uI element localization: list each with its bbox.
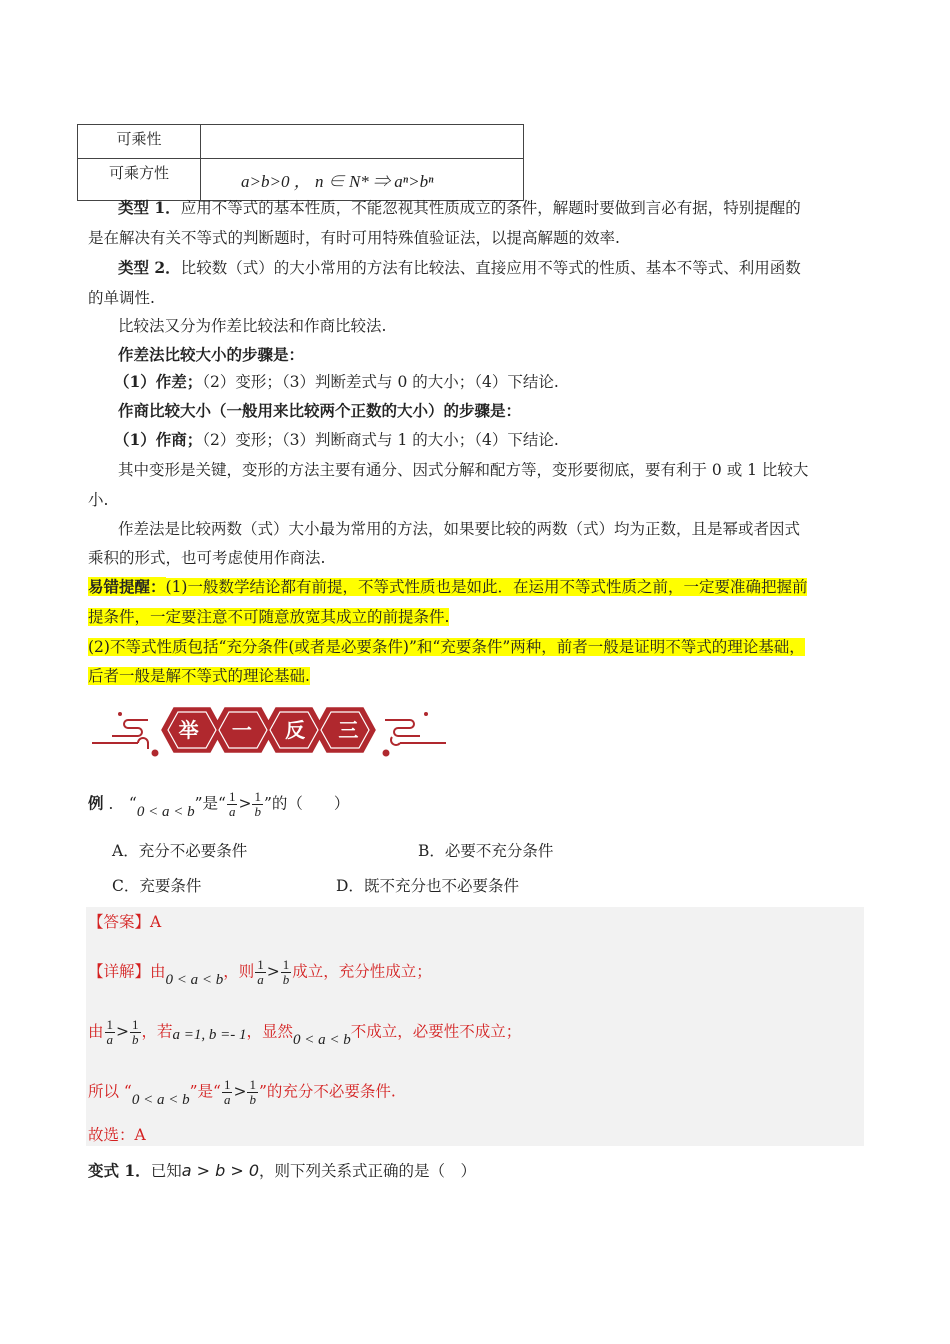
detail-text: ，显然 — [246, 1022, 294, 1041]
detail-text: 由 — [88, 1022, 104, 1041]
type1-line2: 是在解决有关不等式的判断题时，有时可用特殊值验证法，以提高解题的效率. — [88, 229, 620, 247]
variant1-math: a > b > 0 — [181, 1161, 259, 1180]
key-paragraph: 其中变形是关键，变形的方法主要有通分、因式分解和配方等，变形要彻底，要有利于 0 或 1 比较大 — [118, 461, 809, 479]
option-key: B． — [418, 842, 445, 860]
values-math: a =1, b =- 1 — [172, 1026, 247, 1043]
type2-label: 类型 2． — [118, 258, 181, 277]
type1-paragraph — [118, 197, 801, 219]
warning-text: (2)不等式性质包括“充分条件(或者是必要条件)”和“充要条件”两种，前者一般是证明不等式的理论基础， — [88, 638, 805, 656]
key-paragraph-line2: 小. — [88, 491, 109, 509]
variant1-label: 变式 1． — [88, 1161, 151, 1180]
warning-label: 易错提醒： — [88, 577, 166, 596]
banner-chars — [162, 702, 375, 758]
banner-char: 反 — [285, 718, 306, 742]
condition-math: 0 < a < b — [131, 1091, 190, 1108]
fraction-1-over-b: $\frac{1}{b}$ — [249, 1077, 256, 1107]
banner-char: 三 — [338, 718, 359, 742]
table-cell-label: 可乘方性 — [78, 159, 201, 201]
option-key: A． — [112, 842, 139, 860]
warning-text: 后者一般是解不等式的理论基础. — [88, 667, 310, 685]
quote-open: “ — [128, 794, 137, 813]
type1-text: 应用不等式的基本性质，不能忽视其性质成立的条件，解题时要做到言必有据，特别提醒的 — [180, 199, 801, 217]
option-text: 充要条件 — [139, 877, 202, 895]
inequality-properties-table — [77, 124, 524, 201]
quot-step1: （1）作商； — [114, 430, 203, 449]
type2-line2: 的单调性. — [88, 289, 155, 307]
compare-intro: 比较法又分为作差比较法和作商比较法. — [118, 317, 387, 335]
fraction-1-over-b: $\frac{1}{b}$ — [282, 957, 290, 987]
quot-steps-rest: （2）变形；（3）判断商式与 1 的大小；（4）下结论. — [202, 431, 559, 449]
option-text: 既不充分也不必要条件 — [363, 877, 519, 895]
option-key: D． — [336, 877, 364, 895]
example-label: 例 — [88, 793, 104, 813]
usage-paragraph-line2: 乘积的形式，也可考虑使用作商法. — [88, 549, 326, 567]
type2-text: 比较数（式）的大小常用的方法有比较法、直接应用不等式的性质、基本不等式、利用函数 — [180, 259, 801, 277]
left-cloud-icon — [92, 720, 148, 749]
diff-steps-rest: （2）变形；（3）判断差式与 0 的大小；（4）下结论. — [202, 373, 559, 391]
banner-char: 举 — [178, 718, 199, 742]
option-key: C． — [112, 877, 140, 895]
detail-text: ，若 — [141, 1022, 173, 1041]
warning-line3 — [88, 636, 805, 658]
diff-step1: （1）作差； — [114, 372, 203, 391]
warning-line1 — [88, 576, 807, 598]
variant1-text: 已知 — [150, 1162, 182, 1180]
table-row — [78, 159, 524, 201]
diff-method-heading: 作差法比较大小的步骤是： — [118, 345, 305, 364]
detail-label: 【详解】 — [88, 962, 151, 981]
fraction-1-over-a: $\frac{1}{a}$ — [106, 1017, 114, 1047]
detail-text: 成立，充分性成立； — [292, 962, 432, 981]
variant1-question — [88, 1160, 476, 1182]
detail-text: ”的充分不必要条件. — [258, 1082, 396, 1101]
warning-text: 提条件，一定要注意不可随意放宽其成立的前提条件. — [88, 608, 450, 626]
example-dot: ． — [108, 794, 124, 813]
warning-line2 — [88, 606, 449, 628]
example-question — [88, 790, 349, 819]
variant1-text: ，则下列关系式正确的是（ ） — [259, 1162, 477, 1180]
quote-joiner: ”是“ — [194, 794, 226, 813]
warning-text: (1)一般数学结论都有前提，不等式性质也是如此．在运用不等式性质之前，一定要准确把握前 — [165, 578, 808, 596]
option-b[interactable] — [418, 840, 553, 862]
gt-sign: > — [266, 962, 280, 981]
condition-math: 0 < a < b — [293, 1031, 351, 1048]
condition-math: 0 < a < b — [165, 971, 224, 988]
type1-label: 类型 1． — [118, 198, 181, 217]
fraction-1-over-b: $\frac{1}{b}$ — [254, 789, 261, 819]
detail-line2 — [88, 1018, 521, 1047]
fraction-1-over-a: $\frac{1}{a}$ — [223, 1077, 231, 1107]
detail-line3 — [88, 1078, 396, 1107]
option-d[interactable] — [336, 875, 519, 897]
detail-text: ，则 — [223, 962, 255, 981]
gt-sign: > — [233, 1082, 247, 1101]
gt-sign: > — [116, 1022, 130, 1041]
detail-text: ”是“ — [189, 1082, 221, 1101]
table-row — [78, 125, 524, 159]
option-text: 充分不必要条件 — [138, 842, 248, 860]
detail-line1 — [88, 958, 432, 987]
answer-label: 【答案】A — [88, 913, 162, 931]
table-cell-label: 可乘性 — [78, 125, 201, 159]
option-text: 必要不充分条件 — [444, 842, 554, 860]
fraction-1-over-a: $\frac{1}{a}$ — [228, 789, 236, 819]
condition-math: 0 < a < b — [136, 803, 195, 820]
fraction-1-over-a: $\frac{1}{a}$ — [257, 957, 264, 987]
option-c[interactable] — [112, 875, 201, 897]
detail-text: 不成立，必要性不成立； — [350, 1022, 522, 1041]
quot-method-steps — [114, 429, 559, 451]
table-cell-value: a>b>0 ， n ∈ N* ⇒ aⁿ>bⁿ — [201, 159, 524, 201]
gt-sign: > — [238, 794, 252, 813]
detail-text: 所以 “ — [88, 1082, 132, 1101]
usage-paragraph: 作差法是比较两数（式）大小最为常用的方法，如果要比较的两数（式）均为正数，且是幂或者因式 — [118, 520, 801, 538]
diff-method-steps — [114, 371, 559, 393]
right-cloud-icon — [385, 720, 446, 745]
detail-text: 由 — [150, 962, 166, 981]
quote-close: ”的（ ） — [263, 794, 350, 813]
banner-char: 一 — [231, 718, 252, 742]
section-banner — [90, 702, 450, 758]
type2-paragraph — [118, 257, 801, 279]
table-cell-value — [201, 125, 524, 159]
final-choice: 故选：A — [88, 1126, 146, 1144]
fraction-1-over-b: $\frac{1}{b}$ — [132, 1017, 139, 1047]
option-a[interactable] — [112, 840, 247, 862]
warning-line4 — [88, 665, 310, 687]
quot-method-heading: 作商比较大小（一般用来比较两个正数的大小）的步骤是： — [118, 401, 522, 420]
